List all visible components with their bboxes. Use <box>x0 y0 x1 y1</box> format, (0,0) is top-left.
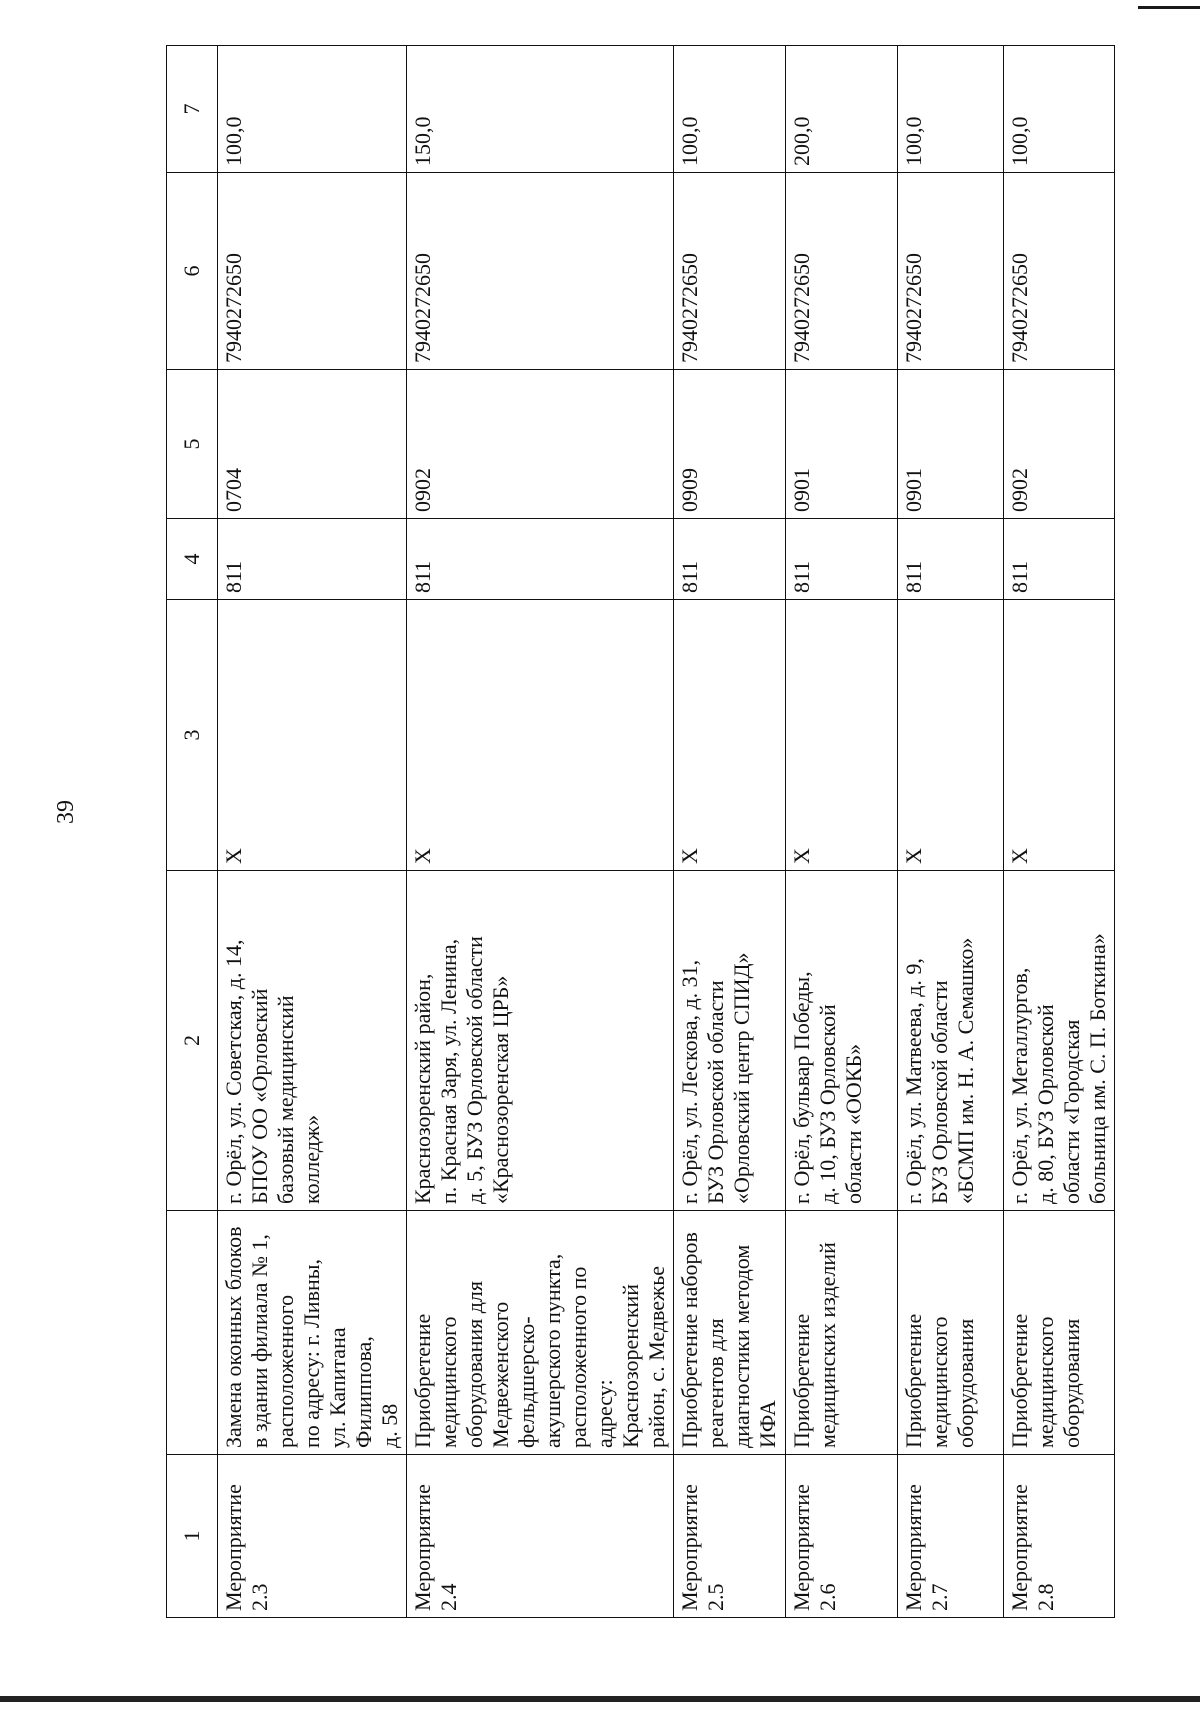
header-cell-2: 2 <box>167 871 218 1211</box>
table-header-row <box>167 46 218 1618</box>
page-number: 39 <box>53 800 79 824</box>
measure-amount-cell: 150,0 <box>407 46 674 173</box>
table-frame <box>166 46 1110 1618</box>
measure-address-cell: Краснозоренский район, п. Красная Заря, ул. Ленина, д. 5, БУЗ Орловской области «Краснозоренская ЦРБ» <box>407 871 674 1211</box>
measure-col6-cell: 7940272650 <box>407 173 674 370</box>
measure-col3-cell: Х <box>407 600 674 871</box>
table-row <box>786 46 898 1618</box>
measure-col5-cell: 0909 <box>674 370 786 519</box>
measure-col5-cell: 0902 <box>407 370 674 519</box>
measure-amount-cell: 100,0 <box>674 46 786 173</box>
measure-amount-cell: 100,0 <box>1004 46 1115 173</box>
measure-description-cell: Приобретение медицинского оборудования <box>1004 1211 1115 1455</box>
header-cell-3: 3 <box>167 600 218 871</box>
measure-col5-cell: 0704 <box>218 370 407 519</box>
header-cell-7: 7 <box>167 46 218 173</box>
measure-col5-cell: 0901 <box>786 370 898 519</box>
header-cell-1: 1 <box>167 1455 218 1618</box>
table-row <box>1004 46 1115 1618</box>
measure-description-cell: Приобретение медицинского оборудования для Медвеженского фельдшерско- акушерского пункта, расположенного по адресу: Краснозоренский район, с. Медвежье <box>407 1211 674 1455</box>
scan-bottom-edge <box>0 1696 1200 1702</box>
measure-amount-cell: 100,0 <box>898 46 1004 173</box>
measure-id-cell: Мероприятие 2.6 <box>786 1455 898 1618</box>
measure-col3-cell: Х <box>218 600 407 871</box>
rotated-table-container <box>166 46 1110 1618</box>
measure-col6-cell: 7940272650 <box>1004 173 1115 370</box>
measure-col5-cell: 0901 <box>898 370 1004 519</box>
measure-description-cell: Замена оконных блоков в здании филиала № 1, расположенного по адресу: г. Ливны, ул. Капитана Филиппова, д. 58 <box>218 1211 407 1455</box>
measure-col4-cell: 811 <box>898 519 1004 600</box>
measure-col4-cell: 811 <box>407 519 674 600</box>
header-cell-5: 5 <box>167 370 218 519</box>
measure-col3-cell: Х <box>674 600 786 871</box>
header-cell-4: 4 <box>167 519 218 600</box>
measure-amount-cell: 100,0 <box>218 46 407 173</box>
measure-id-cell: Мероприятие 2.8 <box>1004 1455 1115 1618</box>
measure-address-cell: г. Орёл, бульвар Победы, д. 10, БУЗ Орловской области «ООКБ» <box>786 871 898 1211</box>
measure-col4-cell: 811 <box>674 519 786 600</box>
measure-col6-cell: 7940272650 <box>674 173 786 370</box>
measure-address-cell: г. Орёл, ул. Металлургов, д. 80, БУЗ Орловской области «Городская больница им. С. П. Боткина» <box>1004 871 1115 1211</box>
measure-address-cell: г. Орёл, ул. Лескова, д. 31, БУЗ Орловской области «Орловский центр СПИД» <box>674 871 786 1211</box>
measure-address-cell: г. Орёл, ул. Матвеева, д. 9, БУЗ Орловской области «БСМП им. Н. А. Семашко» <box>898 871 1004 1211</box>
measure-col3-cell: Х <box>786 600 898 871</box>
measure-col6-cell: 7940272650 <box>898 173 1004 370</box>
measure-col5-cell: 0902 <box>1004 370 1115 519</box>
measure-col3-cell: Х <box>1004 600 1115 871</box>
table-row <box>407 46 674 1618</box>
measure-col4-cell: 811 <box>1004 519 1115 600</box>
measure-description-cell: Приобретение медицинского оборудования <box>898 1211 1004 1455</box>
header-cell-blank <box>167 1211 218 1455</box>
measure-col6-cell: 7940272650 <box>786 173 898 370</box>
measure-col3-cell: Х <box>898 600 1004 871</box>
measure-amount-cell: 200,0 <box>786 46 898 173</box>
measure-description-cell: Приобретение наборов реагентов для диагностики методом ИФА <box>674 1211 786 1455</box>
measure-id-cell: Мероприятие 2.4 <box>407 1455 674 1618</box>
measure-id-cell: Мероприятие 2.5 <box>674 1455 786 1618</box>
table-row <box>218 46 407 1618</box>
measure-id-cell: Мероприятие 2.3 <box>218 1455 407 1618</box>
measures-table <box>166 45 1115 1618</box>
table-row <box>674 46 786 1618</box>
measure-col4-cell: 811 <box>218 519 407 600</box>
scan-edge-mark <box>1138 6 1200 9</box>
measure-col6-cell: 7940272650 <box>218 173 407 370</box>
header-cell-6: 6 <box>167 173 218 370</box>
measure-col4-cell: 811 <box>786 519 898 600</box>
measure-description-cell: Приобретение медицинских изделий <box>786 1211 898 1455</box>
measure-address-cell: г. Орёл, ул. Советская, д. 14, БПОУ ОО «Орловский базовый медицинский колледж» <box>218 871 407 1211</box>
measure-id-cell: Мероприятие 2.7 <box>898 1455 1004 1618</box>
table-row <box>898 46 1004 1618</box>
